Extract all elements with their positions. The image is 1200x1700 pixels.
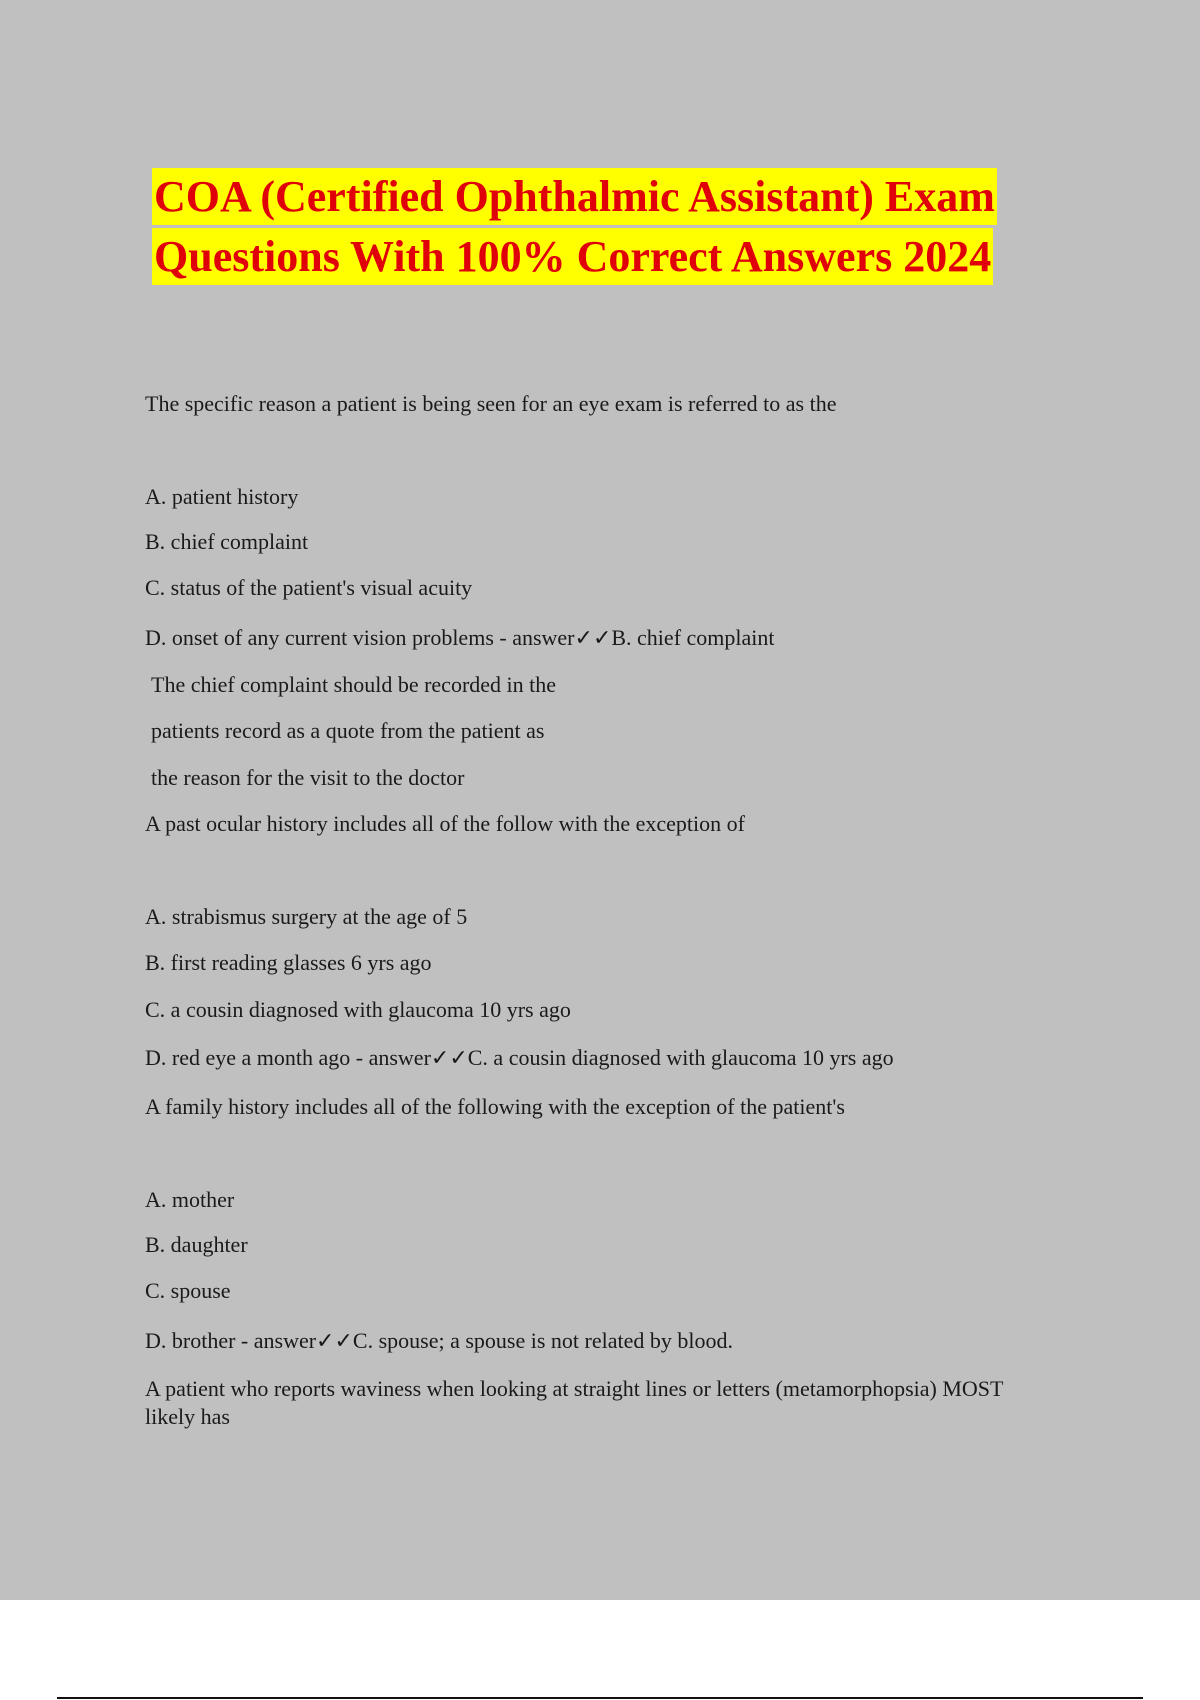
document-title [152, 168, 1082, 285]
question-1-option-a: A. patient history [145, 484, 299, 509]
question-4-text: A patient who reports waviness when looking at straight lines or letters (metamorphopsia) MOST likely has [145, 1376, 1004, 1429]
question-1-explanation-line-1: The chief complaint should be recorded in the [151, 672, 557, 697]
question-1-explanation-line-2: patients record as a quote from the patient as [151, 718, 545, 743]
question-2-option-b: B. first reading glasses 6 yrs ago [145, 950, 432, 975]
question-3-option-d-answer: D. brother - answer✓✓C. spouse; a spouse is not related by blood. [145, 1328, 733, 1353]
question-1-option-b: B. chief complaint [145, 529, 309, 554]
footer-rule [57, 1697, 1143, 1699]
question-2-option-d-answer: D. red eye a month ago - answer✓✓C. a cousin diagnosed with glaucoma 10 yrs ago [145, 1045, 894, 1070]
question-2-option-a: A. strabismus surgery at the age of 5 [145, 904, 468, 929]
question-3-option-c: C. spouse [145, 1278, 231, 1303]
question-1-text: The specific reason a patient is being seen for an eye exam is referred to as the [145, 391, 837, 416]
question-1-option-d-answer: D. onset of any current vision problems - answer✓✓B. chief complaint [145, 625, 775, 650]
question-3-option-b: B. daughter [145, 1232, 248, 1257]
question-3-option-a: A. mother [145, 1187, 235, 1212]
question-2-option-c: C. a cousin diagnosed with glaucoma 10 yrs ago [145, 997, 571, 1022]
title-line-2: Questions With 100% Correct Answers 2024 [152, 228, 993, 285]
question-3-text: A family history includes all of the following with the exception of the patient's [145, 1094, 845, 1119]
question-2-text: A past ocular history includes all of the follow with the exception of [145, 811, 745, 836]
title-line-1: COA (Certified Ophthalmic Assistant) Exam [152, 168, 997, 225]
question-1-option-c: C. status of the patient's visual acuity [145, 575, 473, 600]
question-1-explanation-line-3: the reason for the visit to the doctor [151, 765, 465, 790]
